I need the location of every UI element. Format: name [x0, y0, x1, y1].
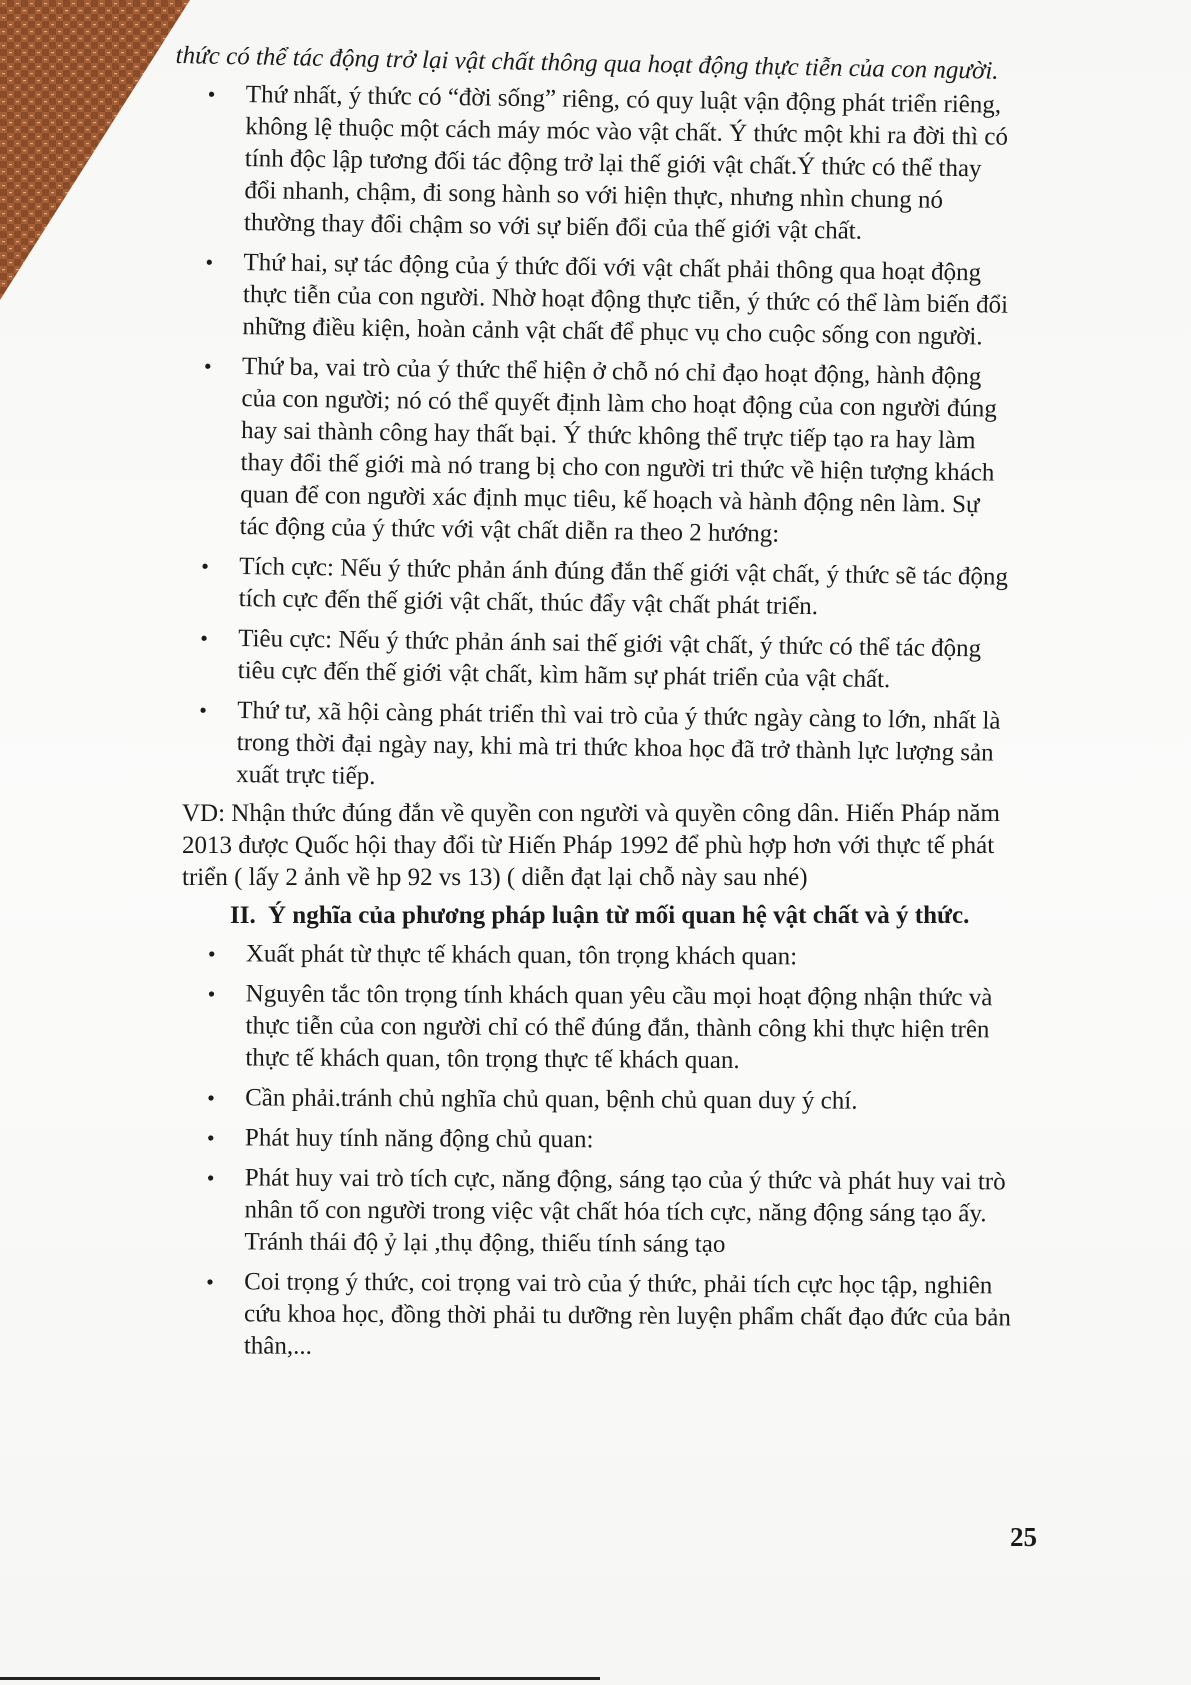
section-heading [182, 900, 1018, 932]
list-item: • Xuất phát từ thực tế khách quan, tôn trọng khách quan: [168, 938, 1018, 974]
section-number: II. [230, 902, 256, 929]
page-number: 25 [1010, 1522, 1037, 1552]
list-item: • Phát huy tính năng động chủ quan: [167, 1122, 1017, 1158]
page-bottom-edge [0, 1677, 600, 1680]
list-item: • Thứ hai, sự tác động của ý thức đối với vật chất phải thông qua hoạt động thực tiễn của con người. Nhờ hoạt động thực tiễn, ý thức có thể làm biến đổi những điều kiện, hoàn cảnh vật chất để phục vụ cho cuộc sống con người. [164, 246, 1015, 354]
list-item: • Tích cực: Nếu ý thức phản ánh đúng đắn thế giới vật chất, ý thức sẽ tác động tích cực đến thế giới vật chất, thúc đẩy vật chất phát triển. [161, 550, 1012, 626]
example-paragraph: VD: Nhận thức đúng đắn về quyền con người và quyền công dân. Hiến Pháp năm 2013 được Quốc hội thay đổi từ Hiến Pháp 1992 để phù hợp hơn với thực tế phát triển ( lấy 2 ảnh về hp 92 vs 13) ( diễn đạt lại chỗ này sau nhé) [182, 800, 1000, 891]
bullet-list-roles [158, 78, 1018, 802]
list-item: • Phát huy vai trò tích cực, năng động, sáng tạo của ý thức và phát huy vai trò nhân tố con người trong việc vật chất hóa tích cực, năng động sáng tạo ấy. Tránh thái độ ỷ lại ,thụ động, thiếu tính sáng tạo [166, 1162, 1016, 1262]
section-title: Ý nghĩa của phương pháp luận từ mối quan hệ vật chất và ý thức. [268, 902, 970, 929]
list-item: • Thứ nhất, ý thức có “đời sống” riêng, có quy luật vận động phát triển riêng, không lệ thuộc một cách máy móc vào vật chất. Ý thức một khi ra đời thì có tính độc lập tương đối tác động trở lại thế giới vật chất.Ý thức có thể thay đổi nhanh, chậm, đi song hành so với hiện thực, nhưng nhìn chung nó thường thay đổi chậm so với sự biến đổi của thế giới vật chất. [166, 78, 1018, 250]
list-item: • Thứ tư, xã hội càng phát triển thì vai trò của ý thức ngày càng to lớn, nhất là trong thời đại ngày nay, khi mà tri thức khoa học đã trở thành lực lượng sản xuất trực tiếp. [158, 694, 1009, 802]
list-item: • Thứ ba, vai trò của ý thức thể hiện ở chỗ nó chỉ đạo hoạt động, hành động của con người; nó có thể quyết định làm cho hoạt động của con người đúng hay sai thành công hay thất bại. Ý thức không thể trực tiếp tạo ra hay làm thay đổi thế giới mà nó trang bị cho con người tri thức về hiện tượng khách quan để con người xác định mục tiêu, kế hoạch và hành động nên làm. Sự tác động của ý thức với vật chất diễn ra theo 2 hướng: [162, 350, 1015, 554]
list-item: • Nguyên tắc tôn trọng tính khách quan yêu cầu mọi hoạt động nhận thức và thực tiễn của con người chỉ có thể đúng đắn, thành công khi thực hiện trên thực tế khách quan, tôn trọng thực tế khách quan. [167, 978, 1017, 1078]
intro-paragraph: thức có thể tác động trở lại vật chất thông qua hoạt động thực tiễn của con người. [175, 41, 999, 85]
list-item: • Coi trọng ý thức, coi trọng vai trò của ý thức, phải tích cực học tập, nghiên cứu khoa học, đồng thời phải tu dưỡng rèn luyện phẩm chất đạo đức của bản thân,... [166, 1266, 1016, 1366]
bullet-list-methodology [166, 938, 1018, 1366]
list-item: • Tiêu cực: Nếu ý thức phản ánh sai thế giới vật chất, ý thức có thể tác động tiêu cực đến thế giới vật chất, kìm hãm sự phát triển của vật chất. [160, 622, 1011, 698]
page-content [168, 40, 1018, 1370]
list-item: • Cần phải.tránh chủ nghĩa chủ quan, bệnh chủ quan duy ý chí. [167, 1082, 1017, 1118]
woven-texture-corner [0, 0, 190, 300]
